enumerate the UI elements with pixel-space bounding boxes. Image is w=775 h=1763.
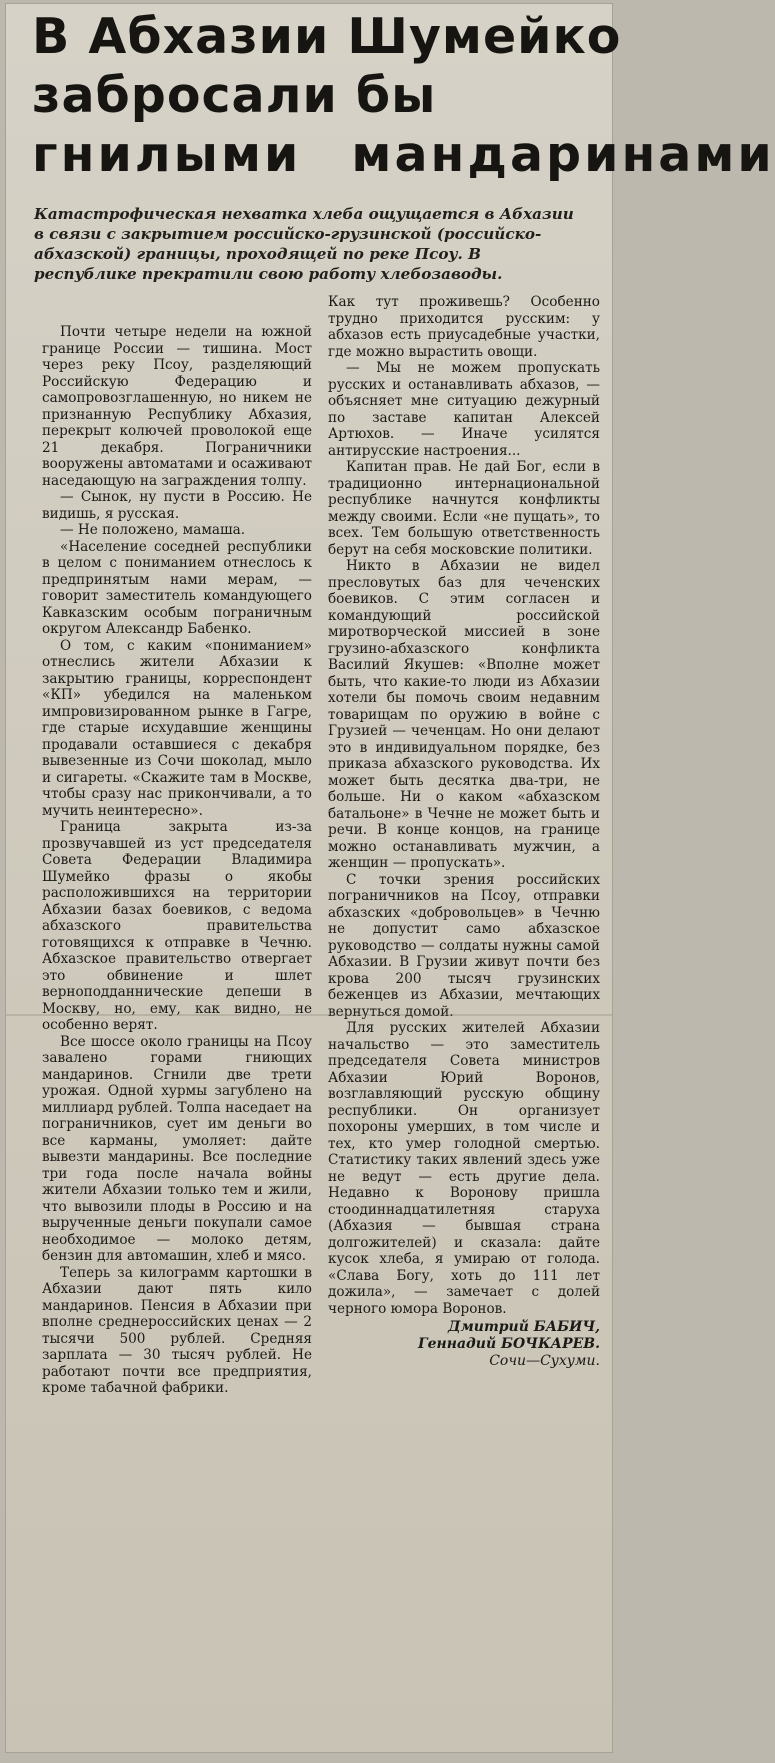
article-body [42, 294, 612, 1744]
paragraph: Капитан прав. Не дай Бог, если в традиционно интернациональной республике начнутся конфликты между своими. Если «не пущать», то всех. Тем большую ответственность берут на себя московские политики. [328, 459, 600, 558]
lead-paragraph: Катастрофическая нехватка хлеба ощущается в Абхазии в связи с закрытием российско-грузинской (российско-абхазской) границы, проходящей по реке Псоу. В республике прекратили свою работу хлебозаводы. [34, 205, 574, 283]
byline [328, 1319, 600, 1370]
right-column [328, 294, 600, 1370]
headline-line-1: В Абхазии Шумейко [32, 8, 622, 65]
paragraph: О том, с каким «пониманием» отнеслись жители Абхазии к закрытию границы, корреспондент «КП» убедился на маленьком импровизированном рынке в Гагре, где старые исхудавшие женщины продавали оставшиеся с декабря вывезенные из Сочи шоколад, мыло и сигареты. «Скажите там в Москве, чтобы сразу нас прикончивали, а то мучить неинтересно». [42, 637, 312, 819]
headline-line-2: забросали бы [32, 66, 437, 124]
dateline-place: Сочи—Сухуми. [489, 1353, 600, 1369]
paragraph: — Мы не можем пропускать русских и останавливать абхазов, — объясняет мне ситуацию дежурный по заставе капитан Алексей Артюхов. — Иначе усилятся антирусские настроения... [328, 360, 600, 459]
paragraph: — Не положено, мамаша. [60, 522, 246, 538]
paragraph: Никто в Абхазии не видел пресловутых баз для чеченских боевиков. С этим согласен и командующий российской миротворческой миссией в зоне грузино-абхазского конфликта Василий Якушев: «Вполне может быть, что какие-то люди из Абхазии хотели бы помочь своим недавним товарищам по оружию в войне с Грузией — чеченцам. Но они делают это в индивидуальном порядке, без приказа абхазского руководства. Их может быть десятка два-три, не больше. Ни о каком «абхазском батальоне» в Чечне не может быть и речи. В конце концов, на границе можно останавливать мужчин, а женщин — пропускать». [328, 558, 600, 871]
paragraph: «Население соседней республики в целом с пониманием отнеслось к предпринятым нами мерам, — говорит заместитель командующего Кавказским особым пограничным округом Александр Бабенко. [42, 538, 312, 637]
headline-line-3: гнилыми мандаринами [32, 125, 775, 183]
paragraph: С точки зрения российских пограничников на Псоу, отправки абхазских «добровольцев» в Чечню не допустит само абхазское руководство — солдаты нужны самой Абхазии. В Грузии живут почти без крова 200 тысяч грузинских беженцев из Абхазии, мечтающих вернуться домой. [328, 871, 600, 1020]
paragraph: Граница закрыта из-за прозвучавшей из уст председателя Совета Федерации Владимира Шумейко фразы о якобы расположившихся на территории Абхазии базах боевиков, с ведома абхазского правительства готовящихся к отправке в Чечню. Абхазское правительство отвергает это обвинение и шлет верноподданнические депеши в Москву, но, ему, как видно, не особенно верят. [42, 819, 312, 1033]
paragraph: Почти четыре недели на южной границе России — тишина. Мост через реку Псоу, разделяющий Российскую Федерацию и самопровозглашенную, но никем не признанную Республику Абхазия, перекрыт колючей проволокой еще 21 декабря. Пограничники вооружены автоматами и осаживают наседающую на заграждения толпу. [42, 324, 312, 489]
paragraph: Для русских жителей Абхазии начальство — это заместитель председателя Совета министров Абхазии Юрий Воронов, возглавляющий русскую общину республики. Он организует похороны умерших, в том числе и тех, кто умер голодной смертью. Статистику таких явлений здесь уже не ведут — есть другие дела. Недавно к Воронову пришла стоодиннадцатилетняя старуха (Абхазия — бывшая страна долгожителей) и сказала: дайте кусок хлеба, я умираю от голода. «Слава Богу, хоть до 111 лет дожила», — замечает с долей черного юмора Воронов. [328, 1020, 600, 1317]
paragraph: — Сынок, ну пусти в Россию. Не видишь, я русская. [42, 489, 312, 522]
newspaper-clipping [6, 4, 775, 1752]
author-2: Геннадий БОЧКАРЕВ. [417, 1336, 600, 1352]
paragraph: Все шоссе около границы на Псоу завалено горами гниющих мандаринов. Сгнили две трети урожая. Одной хурмы загублено на миллиард рублей. Толпа наседает на пограничников, сует им деньги во все карманы, умоляет: дайте вывезти мандарины. Все последние три года после начала войны жители Абхазии только тем и жили, что вывозили плоды в Россию и на вырученные деньги покупали самое необходимое — молоко детям, бензин для автомашин, хлеб и мясо. [42, 1033, 312, 1264]
paragraph: Теперь за килограмм картошки в Абхазии дают пять кило мандаринов. Пенсия в Абхазии при вполне среднероссийских ценах — 2 тысячи 500 рублей. Средняя зарплата — 30 тысяч рублей. Не работают почти все предприятия, кроме табачной фабрики. [42, 1264, 312, 1396]
paragraph: Как тут проживешь? Особенно трудно приходится русским: у абхазов есть приусадебные участки, где можно вырастить овощи. [328, 294, 600, 360]
headline [32, 8, 775, 184]
paper-crease [6, 1014, 612, 1016]
author-1: Дмитрий БАБИЧ, [448, 1319, 600, 1335]
left-column [42, 324, 312, 1397]
